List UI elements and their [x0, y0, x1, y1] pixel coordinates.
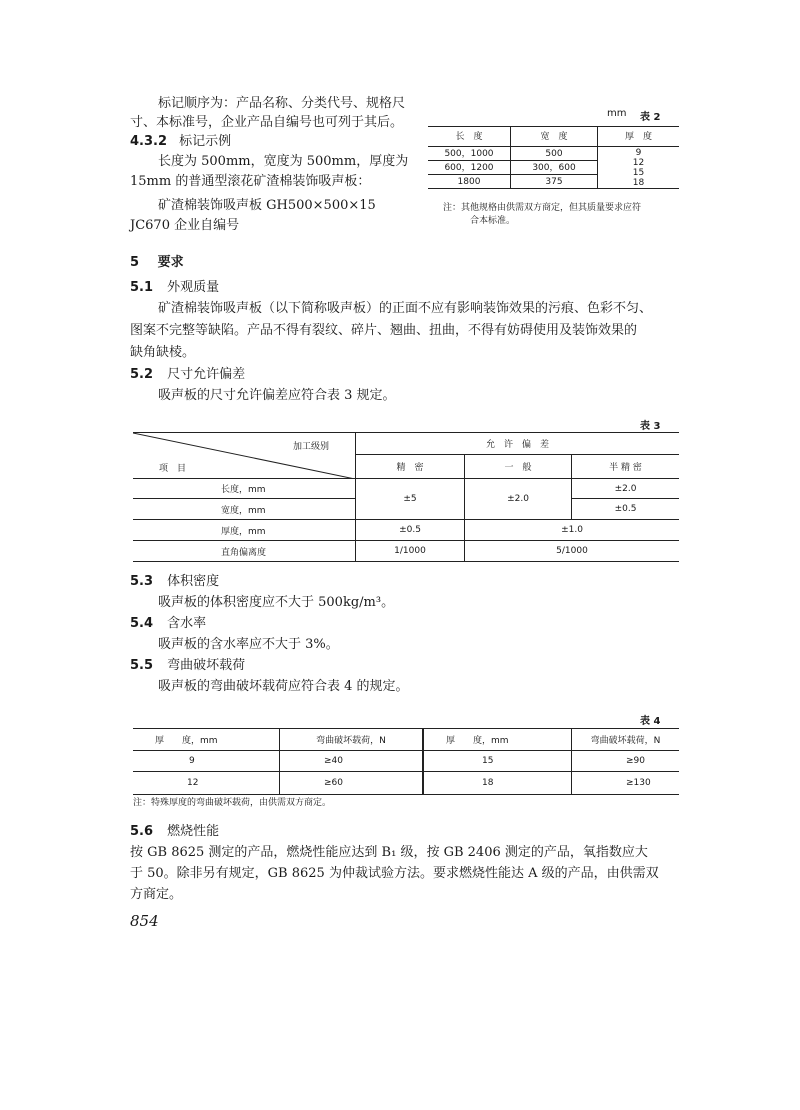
table4-cell: 15 — [423, 751, 572, 772]
s54-line-1: 吸声板的含水率应不大于 3%。 — [158, 637, 339, 652]
table3-item-length: 长度，mm — [133, 479, 356, 499]
table2-note-line-1: 注：其他规格由供需双方商定，但其质量要求应符 — [443, 203, 642, 213]
table2-header-thickness: 厚 度 — [624, 131, 652, 142]
section-5-heading — [130, 253, 184, 273]
table2-thickness-value: 9 — [635, 147, 642, 158]
table4-cell: ≥130 — [626, 778, 651, 788]
table3-thick-precise: ±0.5 — [356, 520, 465, 541]
s51-line-2: 图案不完整等缺陷。产品不得有裂纹、碎片、翘曲、扭曲，不得有妨碍使用及装饰效果的 — [130, 323, 638, 338]
section-5-2-heading — [130, 365, 245, 385]
table4-cell: 9 — [133, 751, 280, 772]
table3-diag-bottom-label: 项 目 — [159, 464, 187, 474]
s56-line-1: 按 GB 8625 测定的产品，燃烧性能应达到 B₁ 级，按 GB 2406 测定的产品，氧指数应大 — [130, 845, 648, 860]
intro-line-2: 寸、本标准号，企业产品自编号也可列于其后。 — [130, 115, 404, 130]
table3-level-general: 一 般 — [465, 455, 572, 479]
section-title: 体积密度 — [167, 574, 220, 589]
table-2 — [428, 126, 679, 189]
table3-square-precise: 1/1000 — [356, 541, 465, 562]
section-5-5-heading — [130, 656, 245, 676]
s56-line-3: 方商定。 — [130, 887, 183, 902]
s53-line-1: 吸声板的体积密度应不大于 500kg/m³。 — [158, 595, 395, 610]
table2-thickness-value: 12 — [632, 157, 645, 168]
table-4 — [133, 728, 679, 795]
section-title: 标记示例 — [179, 134, 232, 149]
table2-cell: 300，600 — [511, 161, 598, 175]
section-5-6-heading — [130, 822, 219, 842]
table2-cell: 500，1000 — [428, 147, 511, 161]
s51-line-3: 缺角缺棱。 — [130, 345, 196, 360]
table3-diag-top-label: 加工级别 — [293, 442, 330, 452]
table3-lw-general: ±2.0 — [465, 479, 572, 520]
table3-length-semi: ±2.0 — [572, 479, 680, 499]
table4-cell: ≥40 — [280, 751, 424, 772]
table2-thickness-cell — [598, 147, 680, 189]
section-4-3-2-heading — [130, 132, 231, 152]
table4-header-load: 弯曲破坏载荷，N — [280, 729, 424, 751]
section-5-3-heading — [130, 572, 219, 592]
table4-header-thickness: 厚 度，mm — [133, 729, 280, 751]
s52-line-1: 吸声板的尺寸允许偏差应符合表 3 规定。 — [158, 388, 396, 403]
table3-item-width: 宽度，mm — [133, 499, 356, 520]
section-number: 5.3 — [130, 574, 154, 589]
table3-group-header: 允 许 偏 差 — [356, 433, 680, 455]
section-title: 外观质量 — [167, 280, 220, 295]
table2-unit: mm — [607, 108, 627, 119]
table-3 — [133, 432, 679, 562]
table3-level-semi: 半 精 密 — [572, 455, 680, 479]
example-line-3: 矿渣棉装饰吸声板 GH500×500×15 — [158, 198, 376, 213]
section-number: 5.4 — [130, 616, 154, 631]
section-title: 尺寸允许偏差 — [167, 367, 246, 382]
table3-level-precise: 精 密 — [356, 455, 465, 479]
table4-header-load: 弯曲破坏载荷，N — [590, 736, 661, 746]
table2-thickness-value: 15 — [632, 167, 645, 178]
table4-caption: 表 4 — [640, 716, 661, 727]
s56-line-2: 于 50。除非另有规定，GB 8625 为仲裁试验方法。要求燃烧性能达 A 级的产品，由供需双 — [130, 866, 659, 881]
table3-thick-other: ±1.0 — [465, 520, 680, 541]
s51-line-1: 矿渣棉装饰吸声板（以下简称吸声板）的正面不应有影响装饰效果的污痕、色彩不匀、 — [158, 301, 653, 316]
section-number: 5.2 — [130, 367, 154, 382]
table4-cell: ≥60 — [280, 772, 424, 795]
table2-cell: 1800 — [428, 175, 511, 189]
table2-cell: 375 — [511, 175, 598, 189]
section-5-4-heading — [130, 614, 206, 634]
example-line-2: 15mm 的普通型滚花矿渣棉装饰吸声板： — [130, 174, 371, 189]
table4-note: 注：特殊厚度的弯曲破坏载荷，由供需双方商定。 — [133, 798, 332, 808]
intro-line-1: 标记顺序为：产品名称、分类代号、规格尺 — [158, 96, 406, 111]
table4-cell: ≥90 — [626, 756, 645, 766]
table3-width-semi: ±0.5 — [572, 499, 680, 520]
table2-thickness-value: 18 — [632, 177, 645, 188]
section-title: 要求 — [157, 255, 184, 270]
section-number: 5.1 — [130, 280, 154, 295]
section-number: 5.5 — [130, 658, 154, 673]
table2-note-line-2: 合本标准。 — [470, 216, 516, 226]
page-number: 854 — [130, 912, 159, 930]
table3-lw-precise: ±5 — [356, 479, 465, 520]
table4-cell: 18 — [423, 772, 572, 795]
table2-cell: 600，1200 — [428, 161, 511, 175]
section-5-1-heading — [130, 278, 219, 298]
example-line-1: 长度为 500mm，宽度为 500mm，厚度为 — [158, 154, 409, 169]
table4-cell: 12 — [133, 772, 280, 795]
table3-item-thickness: 厚度，mm — [133, 520, 356, 541]
table3-caption: 表 3 — [640, 421, 661, 432]
table3-square-other: 5/1000 — [556, 546, 588, 556]
section-number: 5.6 — [130, 824, 154, 839]
table4-header-thickness: 厚 度，mm — [423, 729, 572, 751]
table2-cell: 500 — [511, 147, 598, 161]
table3-item-square: 直角偏离度 — [133, 541, 356, 562]
section-title: 弯曲破坏载荷 — [167, 658, 246, 673]
table2-header-length: 长 度 — [428, 127, 511, 147]
section-title: 燃烧性能 — [167, 824, 220, 839]
table3-diagonal-header — [133, 433, 356, 479]
example-line-4: JC670 企业自编号 — [130, 218, 240, 233]
s55-line-1: 吸声板的弯曲破坏载荷应符合表 4 的规定。 — [158, 679, 409, 694]
section-title: 含水率 — [167, 616, 207, 631]
table2-header-width: 宽 度 — [511, 127, 598, 147]
table2-caption: 表 2 — [640, 112, 661, 123]
section-number: 5 — [130, 255, 140, 270]
section-number: 4.3.2 — [130, 134, 168, 149]
